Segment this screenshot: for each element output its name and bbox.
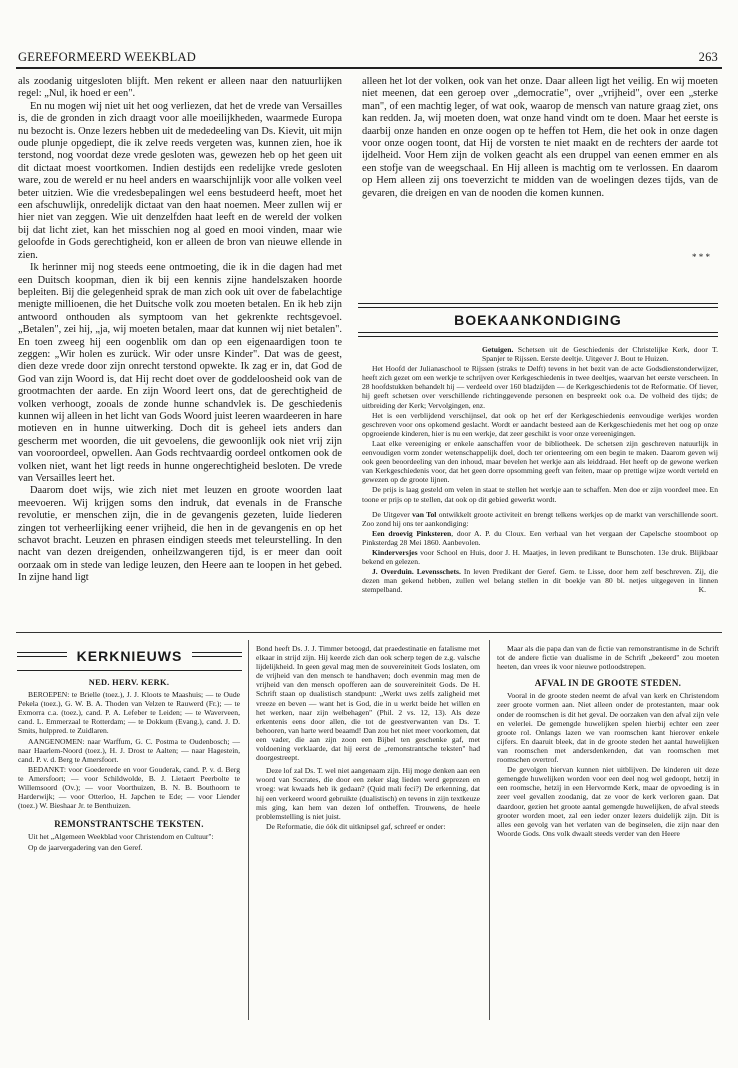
main-article-right bbox=[362, 76, 718, 200]
news-paragraph bbox=[18, 690, 240, 735]
news-paragraph: Maar als die papa dan van de fictie van remonstrantisme in de Schrift tot de andere fictie van dualisme in de Schrift „bekeerd" zou moeten heeten, dan vrees ik voor nieuwe potloodstrepen. bbox=[497, 644, 719, 672]
news-label: AANGENOMEN: bbox=[28, 736, 85, 746]
remonstrant-title: REMONSTRANTSCHE TEKSTEN. bbox=[54, 819, 204, 830]
news-text: te Brielle (toez.), J. J. Kloots te Maashuis; — te Oude Pekela (toez.), G. W. B. A. Thoden van Velzen te Rauwerd (Fr.); — te Exmorra c.a. (toez.), cand. P. A. Lefeber te Leiden; — te Waverveen, cand. L. Emmerzaal te Rotterdam; — te Dokkum (Evang.), cand. J. D. Smits, hulppred. te Zuidlaren. bbox=[18, 690, 240, 736]
review-paragraph: Laat elke vereeniging er enkele aanschaffen voor de bibliotheek. De schetsen zijn geschreven natuurlijk in eenvoudigen vorm zonder wetenschappelijk doel, doch ter orienteering om een begin te maken. Daarom geven wij ook geen beoordeeling van den inhoud, maar bevelen het werkje aan als leiddraad. Het heeft op de gewone werken van Kerkgeschiedenis voor, dat het geen dorre opsomming geeft van feiten, maar op prettige wijze wordt verteld en gewezen op de groote lijnen. bbox=[362, 438, 718, 485]
news-paragraph: Op de jaarvergadering van den Geref. bbox=[28, 842, 143, 852]
signature: K. bbox=[698, 585, 706, 595]
news-label: BEROEPEN: bbox=[28, 690, 70, 700]
column-rule bbox=[248, 640, 249, 1020]
news-paragraph bbox=[18, 765, 240, 810]
review-paragraph: Het is een verblijdend verschijnsel, dat ook op het erf der Kerkgeschiedenis eenvoudige werkjes worden geschreven voor ons opkomend geslacht. Wordt er aandacht besteed aan de Kerkgeschiedenis met het oog op onze opgroeiende kinderen, hier is nu een werkje, dat zeer geschikt is voor onze vereenigingen. bbox=[362, 410, 718, 438]
newspaper-title: GEREFORMEERD WEEKBLAD bbox=[18, 50, 196, 64]
review-paragraph: De prijs is laag gesteld om velen in staat te stellen het werkje aan te schaffen. Men doe er zijn voordeel mee. En toone er prijs op te stellen, dat ook op dit gebied gewerkt wordt. bbox=[362, 485, 718, 504]
text-span: ontwikkelt groote activiteit en brengt telkens werkjes op de markt van verschillende soort. Zoo zond hij ons ter aankondiging: bbox=[362, 509, 718, 528]
boekaankondiging-body bbox=[362, 345, 718, 595]
news-paragraph: Uit het „Algemeen Weekblad voor Christendom en Cultuur": bbox=[28, 832, 214, 842]
news-paragraph: De Reformatie, die óók dit uitknipsel gaf, schreef er onder: bbox=[266, 821, 446, 831]
news-text: naar Warffum, G. C. Postma te Oudenbosch; — naar Haarlem-Noord (toez.), H. J. Drost te Aalten; — naar Hagestein, cand. P. v. d. Berg te Amersfoort. bbox=[18, 736, 240, 764]
article-paragraph: Daarom doet wijs, wie zich niet met leuzen en groote woorden laat meevoeren. Wij krijgen soms den indruk, dat evenals in de Fransche revolutie, er menschen zijn, die in de gevangenis gezeten, luide liederen zingen tot verheerlijking eener vrijheid, die hen in de gevangenis en op het schavot bracht. Leuzen en phrasen eindigen steeds met teleurstelling. In den nacht van dezen dreigenden, onheilzwangeren tijd, is er meer dan ooit oorzaak om in stede van ledige leuzen, den Heere aan te loopen in het gebed. In zijne hand ligt bbox=[18, 485, 342, 584]
header-bar bbox=[358, 303, 718, 304]
section-title: BOEKAANKONDIGING bbox=[454, 312, 622, 328]
publisher-name: van Tol bbox=[412, 509, 437, 519]
book-item bbox=[362, 548, 718, 566]
book-details: , door A. P. du Cloux. Een verhaal van het vergaan der Capelsche stoomboot op Pinksterdag 28 Mei 1860. Aanbevolen. bbox=[362, 528, 718, 547]
header-bar bbox=[358, 336, 718, 337]
page-number: 263 bbox=[698, 50, 718, 64]
book-item bbox=[362, 567, 718, 594]
page-header bbox=[18, 50, 718, 66]
news-paragraph bbox=[18, 737, 240, 764]
news-text: voor Goedereede en voor Gouderak, cand. P. v. d. Berg te Amersfoort; — voor Schildwolde, B. J. Lietaert Peerbolte te Willemsoord (Ov.); — voor Voorthuizen, B. N. B. Bouthoorn te Harderwijk; — voor Otterloo, H. Japchen te Ede; — voor Liender (toez.) W. Bieshaar Jr. te Benthuizen. bbox=[18, 764, 240, 811]
book-details: In leven Predikant der Geref. Gem. te Lisse, door hem zelf beschreven. Zij, die dezen man gekend hebben, zullen wel belang stellen in dit boekje van 80 bl. netjes uitgegeven in linnen stempelband. bbox=[362, 567, 719, 595]
book-details: Schetsen uit de Geschiedenis der Christelijke Kerk, door T. Spanjer te Rijssen. Eerste deeltje. Uitgever J. Bout te Huizen. bbox=[482, 345, 718, 364]
article-paragraph: Ik herinner mij nog steeds eene ontmoeting, die ik in die dagen had met een Duitsch koopman, dien ik bij een kennis zijne handelszaken hoorde bepleiten. Bij die gelegenheid sprak de man zich ook uit over de fabelachtige menigte millioenen, die het Duitsche volk zou moeten betalen. En ik heb zijn antwoord onthouden als symptoom van het gekrenkte rechtsgevoel. „Betalen", zei hij, „ja, wij moeten betalen, maar dat kunnen wij niet betalen". En toen zweeg hij een oogenblik om dan op een eigenaardigen toon te zeggen: „Wir holen es zurück. Wir oder unsre Kinder". Dat was de geest, dien deze vrede door zijn onrecht terstond opwekte. Ik zag er in, dat God de God van zijn Woord is, dat Hij recht doet over de goddeloosheid ook van de grootmachten der aarde. En zijn Woord leert ons, dat de gerechtigheid de volken verhoogt, zooals de zonde hunne schandvlek is. De geschiedenis kunnen wij alleen in het licht van Gods Woord juist leeren waardeeren in hare motieven en in hunne uitwerking. Doch dit is geheel iets anders dan gescherm met woorden, die uit gevoelens, die gewoonlijk ook niet vrij zijn van vooroordeel, opwellen. Aan Gods rechtvaardig oordeel ontkomen ook de volken niet, want het ligt reeds in hunne ongerechtigheid besloten. De vrede van Versailles leert het. bbox=[18, 262, 342, 484]
book-title: Getuigen. bbox=[482, 345, 514, 354]
book-details: voor School en Huis, door J. H. Maatjes, in leven predikant te Bunschoten. 13e druk. Blijkbaar bekend en gelezen. bbox=[362, 547, 718, 567]
review-paragraph: Het Hoofd der Julianaschool te Rijssen (straks te Delft) tevens in het bezit van de acte Godsdienstonderwijzer, heeft zich gezet om een werkje te schrijven over Kerkgeschiedenis in twee deeltjes, waarvan het eerste verscheen. In 28 hoofdstukken behandelt hij — verdeeld over 160 bladzijden — de Kerkgeschiedenis tot de Reformatie. Of liever, hij geeft schetsen over verschillende richtinggevende personen en bespreekt ook o.a. De volheid des tijds; de uitbreiding der Kerk; Vervolgingen, enz. bbox=[362, 364, 718, 410]
header-bar bbox=[192, 656, 242, 657]
book-item bbox=[362, 529, 718, 547]
kerknieuws-column bbox=[18, 676, 240, 853]
news-paragraph: Bond heeft Ds. J. J. Timmer betoogd, dat praedestinatie en fatalisme met elkaar in strijd zijn. Hij keerde zich dan ook scherp tegen de z.g. valsche lijdelijkheid. In geen geval mag men de souvereiniteit Gods loslaten, om de vrijheid van den mensch te handhaven; doch evenmin mag men de vrijheid van den mensch opofferen aan de souvereiniteit Gods. De H. Schrift staan op dualistisch standpunt: „Werkt uws zelfs zaligheid met vreeze en beven — want het is God, die in u werkt beide het willen en het werken, naar zijn welbehagen" (Phil. 2 vs. 12, 13). Als deze erkentenis eens door allen, die tot de geestverwanten van Ds. T. behooren, van harte werd beaamd! Dan zou het niet meer voorkomen, dat een vader, die aan zijn zoon een Bijbel ten geschenke gaf, met voldoening verklaarde, dat hij eerst de „remonstrantsche teksten" had doorgestreept. bbox=[256, 644, 480, 763]
book-title: Kinderversjes bbox=[372, 547, 418, 557]
right-column bbox=[497, 644, 719, 839]
text-span: De Uitgever bbox=[372, 509, 413, 519]
section-stars: * * * bbox=[692, 252, 710, 262]
header-bar bbox=[17, 670, 242, 671]
section-divider bbox=[16, 632, 722, 633]
boekaankondiging-header bbox=[358, 303, 718, 337]
header-bar bbox=[192, 652, 242, 653]
news-label: BEDANKT: bbox=[28, 764, 67, 774]
book-intro bbox=[362, 345, 718, 363]
news-paragraph: Vooral in de groote steden neemt de afval van kerk en Christendom zeer groote vormen aan. Niet alleen onder de protestanten, maar ook onder de roomschen is dit het geval. De oorzaken van den afval zijn vele en velerlei. De gemengde huwelijken spelen hierbij echter een zeer groote rol. Onlangs lazen we van roomschen kant hierover enkele cijfers. En daaruit bleek, dat in de groote steden het aantal huwelijken van roomschen met andersdenkenden, dat van roomschen met roomschen overtrof. bbox=[497, 691, 719, 765]
main-article-left bbox=[18, 76, 342, 585]
section-title: KERKNIEUWS bbox=[76, 648, 183, 664]
church-subtitle: NED. HERV. KERK. bbox=[88, 678, 170, 687]
header-bar bbox=[358, 332, 718, 333]
header-bar bbox=[358, 307, 718, 308]
afval-title: AFVAL IN DE GROOTE STEDEN. bbox=[534, 678, 682, 689]
column-rule bbox=[489, 640, 490, 1020]
article-paragraph: alleen het lot der volken, ook van het onze. Daar alleen ligt het veilig. En wij moeten niet meenen, dat een geroep over „democratie", over „vrijheid", over een „sterke man", of een machtig leger, of wat ook, waarop de mensch van nature graag ziet, ons kan redden. Ja, wij moeten doen, wat onze hand vindt om te doen. Maar het eerste is daarbij onze handen en onze oogen op te heffen tot Hem, die het ook in onze dagen voor onze oogen toont, dat Hij de vorsten te niet maakt en de rechters der aarde tot ijdelheid. Voor Hem zijn de volken geacht als een druppel van eenen emmer en als een stofje van de weegschaal. En Hij alleen is machtig om te verlossen. En daarom op Hem alleen zij ons toeverzicht te midden van de woelingen dezes tijds, van de gevaren, die dreigen en van de nooden die komen kunnen. bbox=[362, 76, 718, 199]
article-paragraph: als zoodanig uitgesloten blijft. Men rekent er alleen naar den natuurlijken regel: „Nul, ik hoed er een". bbox=[18, 76, 342, 100]
book-title: Een droevig Pinksteren bbox=[372, 528, 452, 538]
book-title: J. Overduin. Levensschets. bbox=[372, 567, 461, 577]
header-rule bbox=[16, 67, 722, 69]
middle-column bbox=[256, 644, 480, 832]
vantol-paragraph bbox=[362, 510, 718, 528]
kerknieuws-header bbox=[17, 642, 242, 672]
article-paragraph: En nu mogen wij niet uit het oog verliezen, dat het de vrede van Versailles is, die de gronden in zich draagt voor alle moeilijkheden, waarmede Europa nu bezocht is. Onze lezers hebben uit de mededeeling van Ds. Kievit, uit mijn oude plunje opgediept, die ik zelve reeds vergeten was, kunnen zien, hoe ik terstond, nog voordat deze vrede gesloten was, gewezen heb op het geen uit dit dictaat moest voortkomen. Indien destijds een redelijke vrede gesloten ware, zou de wereld er nu heel anders en waarschijnlijk voor alle volken veel beter uitzien. Wie die vredesbepalingen wel eens bestudeerd heeft, moet het een afschuwlijk, onredelijk dictaat van den haat noemen. Meer zullen wij er hier niet van zeggen. Wie uit denzelfden haat leeft en de wereld der volken bij dat licht ziet, kan het misschien nog al goed en mooi vinden, maar wie geloofde in Gods gerechtigheid, kon er alleen de bron van nieuwe ellende in zien. bbox=[18, 100, 342, 261]
news-paragraph: De gevolgen hiervan kunnen niet uitblijven. De kinderen uit deze gemengde huwelijken worden voor een deel nog wel gedoopt, hetzij in een roomsche, hetzij in een Hervormde Kerk, maar de opvoeding is in zeer veel gevallen zoodanig, dat ze voor de kerk verloren gaan. Dat daardoor, gezien het groote aantal gemengde huwelijken, de afval steeds grooter worden moet, zal een ieder onzer lezers duidelijk zijn. Dit is alles een gevolg van het verlaten van de beginselen, die zijn naar den Woorde Gods. Ons volk dwaalt steeds verder van den Heere bbox=[497, 765, 719, 838]
news-paragraph: Deze lof zal Ds. T. wel niet aangenaam zijn. Hij moge denken aan een woord van Socrates, die door een zeker slag lieden werd geprezen en vroeg: wat kwaads heb ik gedaan? (Quid mali feci?) De erkenning, dat hij een verkeerd woord gebruikte (dualistisch) en tevens in zijn textkeuze mis ging, kan hem van dezen lof ontheffen. Trouwens, de heele problemstelling is niet juist. bbox=[256, 766, 480, 821]
